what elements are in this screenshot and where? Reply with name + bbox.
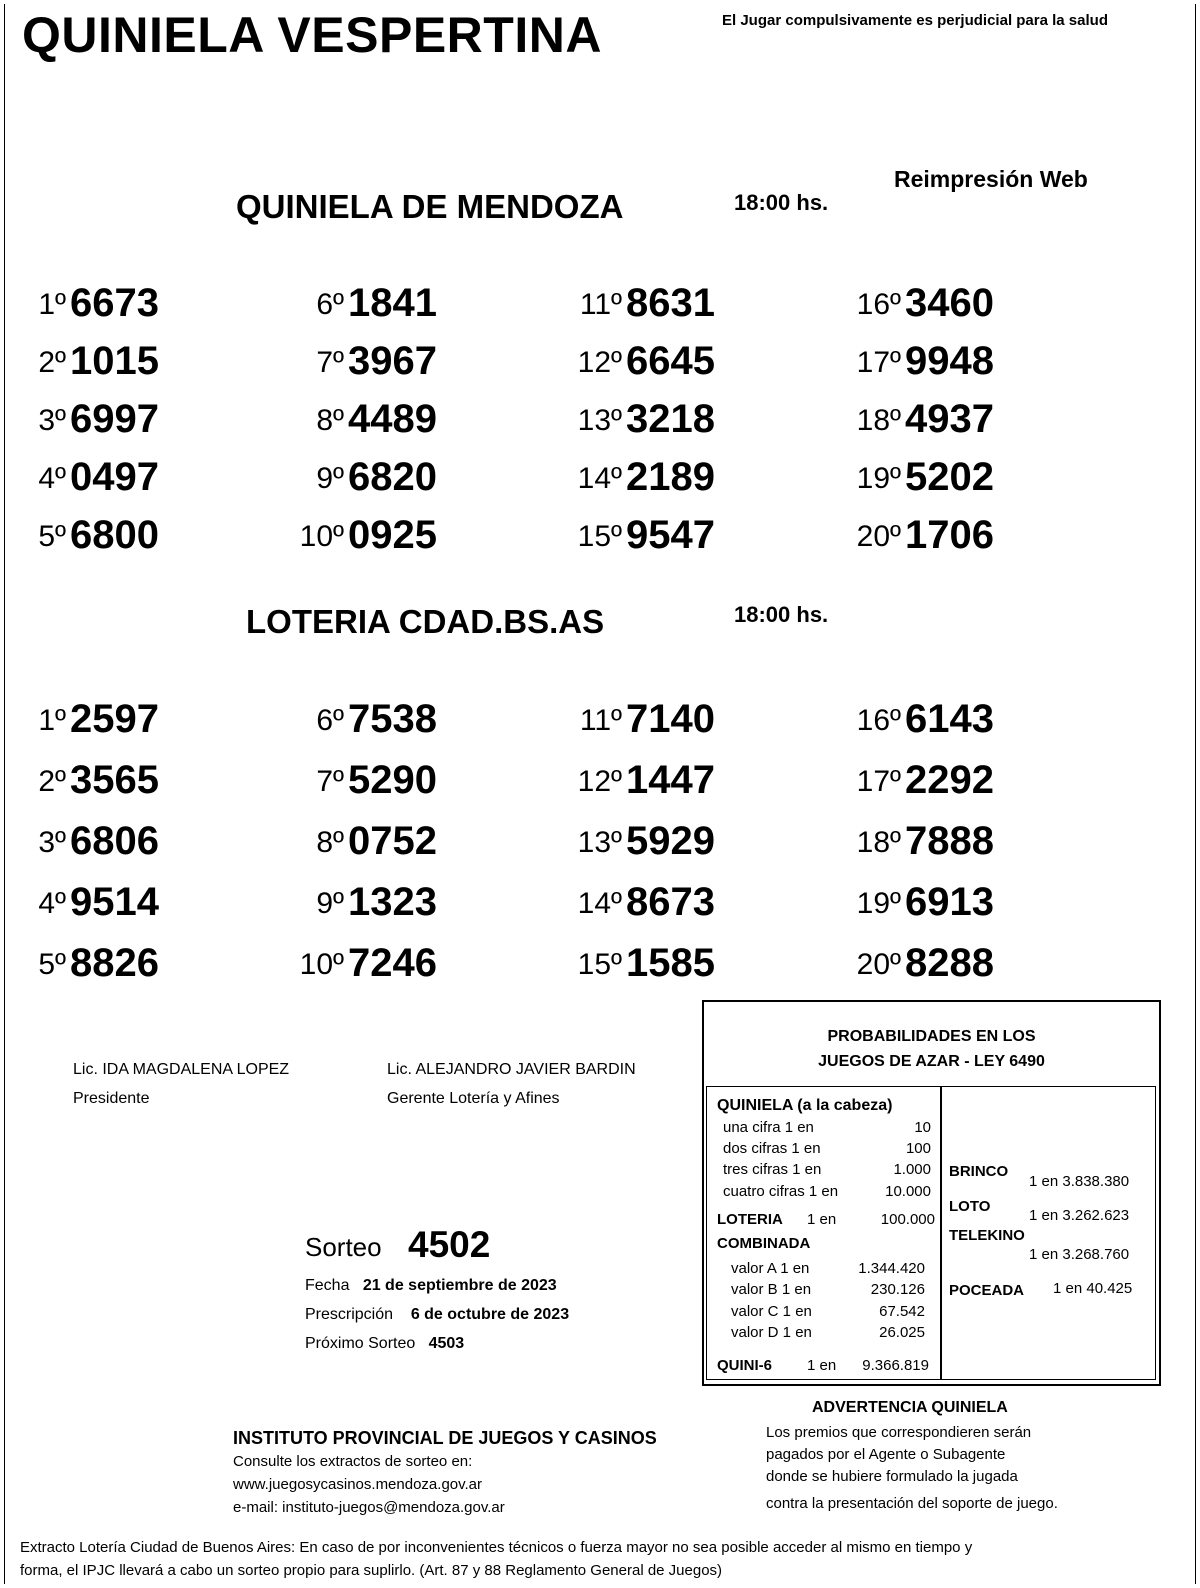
mendoza-section-title: QUINIELA DE MENDOZA	[236, 188, 624, 225]
caba-result-cell	[268, 686, 468, 744]
quiniela-prob-label-3: tres cifras 1 en	[723, 1161, 822, 1178]
result-position: 20º	[856, 520, 901, 553]
reprint-label: Reimpresión Web	[894, 166, 1088, 192]
caba-results-row	[0, 869, 1200, 927]
quiniela-prob-title: QUINIELA (a la cabeza)	[717, 1097, 893, 1114]
caba-result-cell	[825, 869, 1025, 927]
signature-right-role: Gerente Lotería y Afines	[387, 1090, 560, 1107]
mendoza-result-cell	[825, 328, 1025, 386]
caba-result-cell	[0, 869, 190, 927]
caba-result-cell	[268, 808, 468, 866]
caba-results-row	[0, 930, 1200, 988]
fecha-label: Fecha	[305, 1277, 350, 1294]
result-position: 16º	[856, 288, 901, 321]
caba-result-cell	[825, 930, 1025, 988]
prescripcion-value: 6 de octubre de 2023	[410, 1306, 570, 1323]
mendoza-results-row	[0, 270, 1200, 328]
result-number: 1841	[348, 281, 437, 325]
caba-result-cell	[546, 686, 746, 744]
combinada-prob-label-1: valor A 1 en	[731, 1260, 810, 1277]
result-number: 2292	[905, 758, 994, 802]
caba-result-cell	[825, 808, 1025, 866]
signature-right-name: Lic. ALEJANDRO JAVIER BARDIN	[387, 1061, 636, 1078]
mendoza-result-cell	[546, 328, 746, 386]
result-number: 7246	[348, 941, 437, 985]
quini6-prob-mid: 1 en	[807, 1357, 837, 1374]
caba-results-row	[0, 808, 1200, 866]
mendoza-result-cell	[825, 270, 1025, 328]
result-position: 17º	[856, 765, 901, 798]
result-position: 13º	[577, 826, 622, 859]
probabilities-box	[702, 1000, 1161, 1386]
result-position: 18º	[856, 826, 901, 859]
result-number: 6806	[70, 819, 159, 863]
loteria-prob-label: LOTERIA	[717, 1211, 783, 1228]
advertencia-line-4: contra la presentación del soporte de juego.	[766, 1495, 1058, 1512]
mendoza-result-cell	[0, 502, 190, 560]
result-number: 6997	[70, 397, 159, 441]
mendoza-result-cell	[268, 444, 468, 502]
caba-result-cell	[268, 747, 468, 805]
result-position: 10º	[299, 520, 344, 553]
brinco-prob-value: 1 en 3.838.380	[1029, 1173, 1130, 1190]
result-position: 15º	[577, 520, 622, 553]
result-position: 8º	[316, 826, 344, 859]
mendoza-result-cell	[546, 502, 746, 560]
result-number: 8288	[905, 941, 994, 985]
result-number: 4937	[905, 397, 994, 441]
loto-prob-label: LOTO	[949, 1198, 991, 1215]
caba-result-cell	[0, 808, 190, 866]
caba-result-cell	[268, 930, 468, 988]
proximo-label: Próximo Sorteo	[305, 1335, 416, 1352]
caba-result-cell	[825, 747, 1025, 805]
result-position: 3º	[38, 404, 66, 437]
mendoza-results-row	[0, 444, 1200, 502]
probabilities-title	[704, 1024, 1159, 1074]
poceada-prob-value: 1 en 40.425	[1053, 1280, 1133, 1297]
result-position: 17º	[856, 346, 901, 379]
mendoza-result-cell	[0, 270, 190, 328]
result-number: 4489	[348, 397, 437, 441]
result-position: 10º	[299, 948, 344, 981]
caba-result-cell	[0, 930, 190, 988]
result-number: 5290	[348, 758, 437, 802]
mendoza-results-row	[0, 386, 1200, 444]
caba-result-cell	[0, 747, 190, 805]
result-number: 5202	[905, 455, 994, 499]
advertencia-title: ADVERTENCIA QUINIELA	[812, 1399, 1008, 1416]
result-number: 3565	[70, 758, 159, 802]
result-number: 0752	[348, 819, 437, 863]
result-number: 7888	[905, 819, 994, 863]
quiniela-prob-value-4: 10.000	[885, 1183, 931, 1200]
caba-result-cell	[546, 747, 746, 805]
combinada-prob-value-1: 1.344.420	[858, 1260, 925, 1277]
proximo-line	[305, 1335, 464, 1353]
result-position: 2º	[38, 765, 66, 798]
quini6-prob-label: QUINI-6	[717, 1357, 773, 1374]
result-number: 0925	[348, 513, 437, 557]
mendoza-hour: 18:00 hs.	[734, 190, 829, 215]
result-position: 11º	[579, 288, 622, 321]
probabilities-title-line2: JUEGOS DE AZAR - LEY 6490	[818, 1053, 1045, 1070]
footer-line-1: Extracto Lotería Ciudad de Buenos Aires: En caso de por inconvenientes técnicos o fuerza mayor no sea posible acceder al mismo en tiempo y	[20, 1539, 973, 1556]
mendoza-result-cell	[0, 444, 190, 502]
result-position: 13º	[577, 404, 622, 437]
result-position: 12º	[577, 346, 622, 379]
result-position: 8º	[316, 404, 344, 437]
caba-result-cell	[546, 869, 746, 927]
sorteo-label: Sorteo	[305, 1232, 382, 1262]
result-position: 4º	[38, 887, 66, 920]
health-warning: El Jugar compulsivamente es perjudicial para la salud	[722, 12, 1108, 29]
institute-web-link[interactable]: www.juegosycasinos.mendoza.gov.ar	[233, 1476, 483, 1493]
result-number: 8826	[70, 941, 159, 985]
quiniela-prob-value-1: 10	[914, 1119, 931, 1136]
caba-result-cell	[0, 686, 190, 744]
combinada-prob-value-4: 26.025	[879, 1324, 925, 1341]
result-number: 5929	[626, 819, 715, 863]
mendoza-result-cell	[268, 502, 468, 560]
institute-consult: Consulte los extractos de sorteo en:	[233, 1453, 473, 1470]
result-position: 7º	[316, 765, 344, 798]
caba-result-cell	[546, 808, 746, 866]
result-position: 11º	[579, 704, 622, 737]
prescripcion-label: Prescripción	[305, 1306, 394, 1323]
caba-hour: 18:00 hs.	[734, 602, 829, 627]
result-number: 8631	[626, 281, 715, 325]
result-number: 9948	[905, 339, 994, 383]
brinco-prob-label: BRINCO	[949, 1163, 1009, 1180]
result-position: 3º	[38, 826, 66, 859]
result-number: 6820	[348, 455, 437, 499]
result-number: 1323	[348, 880, 437, 924]
combinada-prob-label-3: valor C 1 en	[731, 1303, 812, 1320]
result-position: 7º	[316, 346, 344, 379]
prescripcion-line	[305, 1306, 569, 1324]
mendoza-result-cell	[825, 502, 1025, 560]
result-number: 3460	[905, 281, 994, 325]
combinada-prob-label-4: valor D 1 en	[731, 1324, 812, 1341]
telekino-prob-value: 1 en 3.268.760	[1029, 1246, 1130, 1263]
result-number: 1706	[905, 513, 994, 557]
result-number: 2189	[626, 455, 715, 499]
caba-result-cell	[546, 930, 746, 988]
probabilities-title-line1: PROBABILIDADES EN LOS	[827, 1028, 1036, 1045]
combinada-prob-label-2: valor B 1 en	[731, 1281, 812, 1298]
result-position: 18º	[856, 404, 901, 437]
mendoza-result-cell	[825, 444, 1025, 502]
mendoza-results-row	[0, 328, 1200, 386]
combinada-prob-value-3: 67.542	[879, 1303, 925, 1320]
mendoza-result-cell	[546, 386, 746, 444]
result-number: 7140	[626, 697, 715, 741]
result-position: 16º	[856, 704, 901, 737]
result-position: 5º	[38, 520, 66, 553]
mendoza-result-cell	[546, 270, 746, 328]
result-number: 9547	[626, 513, 715, 557]
institute-email-link[interactable]: e-mail: instituto-juegos@mendoza.gov.ar	[233, 1499, 505, 1516]
mendoza-result-cell	[268, 386, 468, 444]
result-number: 6143	[905, 697, 994, 741]
result-position: 1º	[38, 704, 66, 737]
quiniela-prob-label-1: una cifra 1 en	[723, 1119, 814, 1136]
result-number: 7538	[348, 697, 437, 741]
result-position: 12º	[577, 765, 622, 798]
result-position: 6º	[316, 704, 344, 737]
result-position: 2º	[38, 346, 66, 379]
advertencia-line-2: pagados por el Agente o Subagente	[766, 1446, 1006, 1463]
signature-left-role: Presidente	[73, 1090, 150, 1107]
footer-line-2: forma, el IPJC llevará a cabo un sorteo propio para suplirlo. (Art. 87 y 88 Reglamento General de Juegos)	[20, 1562, 723, 1579]
quini6-prob-value: 9.366.819	[862, 1357, 929, 1374]
result-number: 1015	[70, 339, 159, 383]
combinada-prob-title: COMBINADA	[717, 1235, 811, 1252]
result-position: 14º	[577, 462, 622, 495]
caba-result-cell	[268, 869, 468, 927]
caba-results-row	[0, 686, 1200, 744]
result-position: 19º	[856, 887, 901, 920]
caba-section-title: LOTERIA CDAD.BS.AS	[246, 603, 605, 640]
result-position: 6º	[316, 288, 344, 321]
probabilities-table	[706, 1086, 1156, 1380]
result-number: 6800	[70, 513, 159, 557]
combinada-prob-value-2: 230.126	[870, 1281, 925, 1298]
telekino-prob-label: TELEKINO	[949, 1227, 1025, 1244]
result-number: 8673	[626, 880, 715, 924]
result-position: 9º	[316, 887, 344, 920]
result-position: 5º	[38, 948, 66, 981]
result-position: 14º	[577, 887, 622, 920]
result-number: 1447	[626, 758, 715, 802]
result-number: 3218	[626, 397, 715, 441]
loteria-prob-mid: 1 en	[807, 1211, 837, 1228]
result-position: 15º	[577, 948, 622, 981]
loto-prob-value: 1 en 3.262.623	[1029, 1207, 1130, 1224]
advertencia-line-3: donde se hubiere formulado la jugada	[766, 1468, 1018, 1485]
mendoza-result-cell	[825, 386, 1025, 444]
mendoza-result-cell	[0, 386, 190, 444]
result-position: 4º	[38, 462, 66, 495]
page-title: QUINIELA VESPERTINA	[22, 7, 602, 63]
result-number: 2597	[70, 697, 159, 741]
quiniela-prob-value-3: 1.000	[893, 1161, 931, 1178]
result-position: 20º	[856, 948, 901, 981]
result-position: 9º	[316, 462, 344, 495]
result-number: 0497	[70, 455, 159, 499]
mendoza-result-cell	[0, 328, 190, 386]
signature-left-name: Lic. IDA MAGDALENA LOPEZ	[73, 1061, 290, 1078]
result-number: 6673	[70, 281, 159, 325]
result-number: 1585	[626, 941, 715, 985]
result-number: 6913	[905, 880, 994, 924]
quiniela-prob-value-2: 100	[905, 1140, 931, 1157]
fecha-line	[305, 1277, 557, 1295]
result-position: 19º	[856, 462, 901, 495]
institute-title: INSTITUTO PROVINCIAL DE JUEGOS Y CASINOS	[233, 1428, 657, 1448]
mendoza-result-cell	[268, 270, 468, 328]
quiniela-prob-label-2: dos cifras 1 en	[723, 1140, 821, 1157]
result-number: 3967	[348, 339, 437, 383]
result-position: 1º	[38, 288, 66, 321]
result-number: 6645	[626, 339, 715, 383]
advertencia-line-1: Los premios que correspondieren serán	[766, 1424, 1032, 1441]
probabilities-divider	[940, 1087, 942, 1379]
poceada-prob-label: POCEADA	[949, 1282, 1025, 1299]
loteria-prob-value: 100.000	[880, 1211, 935, 1228]
caba-result-cell	[825, 686, 1025, 744]
fecha-value: 21 de septiembre de 2023	[362, 1277, 557, 1294]
caba-results-row	[0, 747, 1200, 805]
mendoza-results-row	[0, 502, 1200, 560]
sorteo-number: 4502	[408, 1224, 491, 1265]
mendoza-result-cell	[546, 444, 746, 502]
quiniela-prob-label-4: cuatro cifras 1 en	[723, 1183, 839, 1200]
result-number: 9514	[70, 880, 159, 924]
proximo-value: 4503	[428, 1335, 465, 1352]
mendoza-result-cell	[268, 328, 468, 386]
